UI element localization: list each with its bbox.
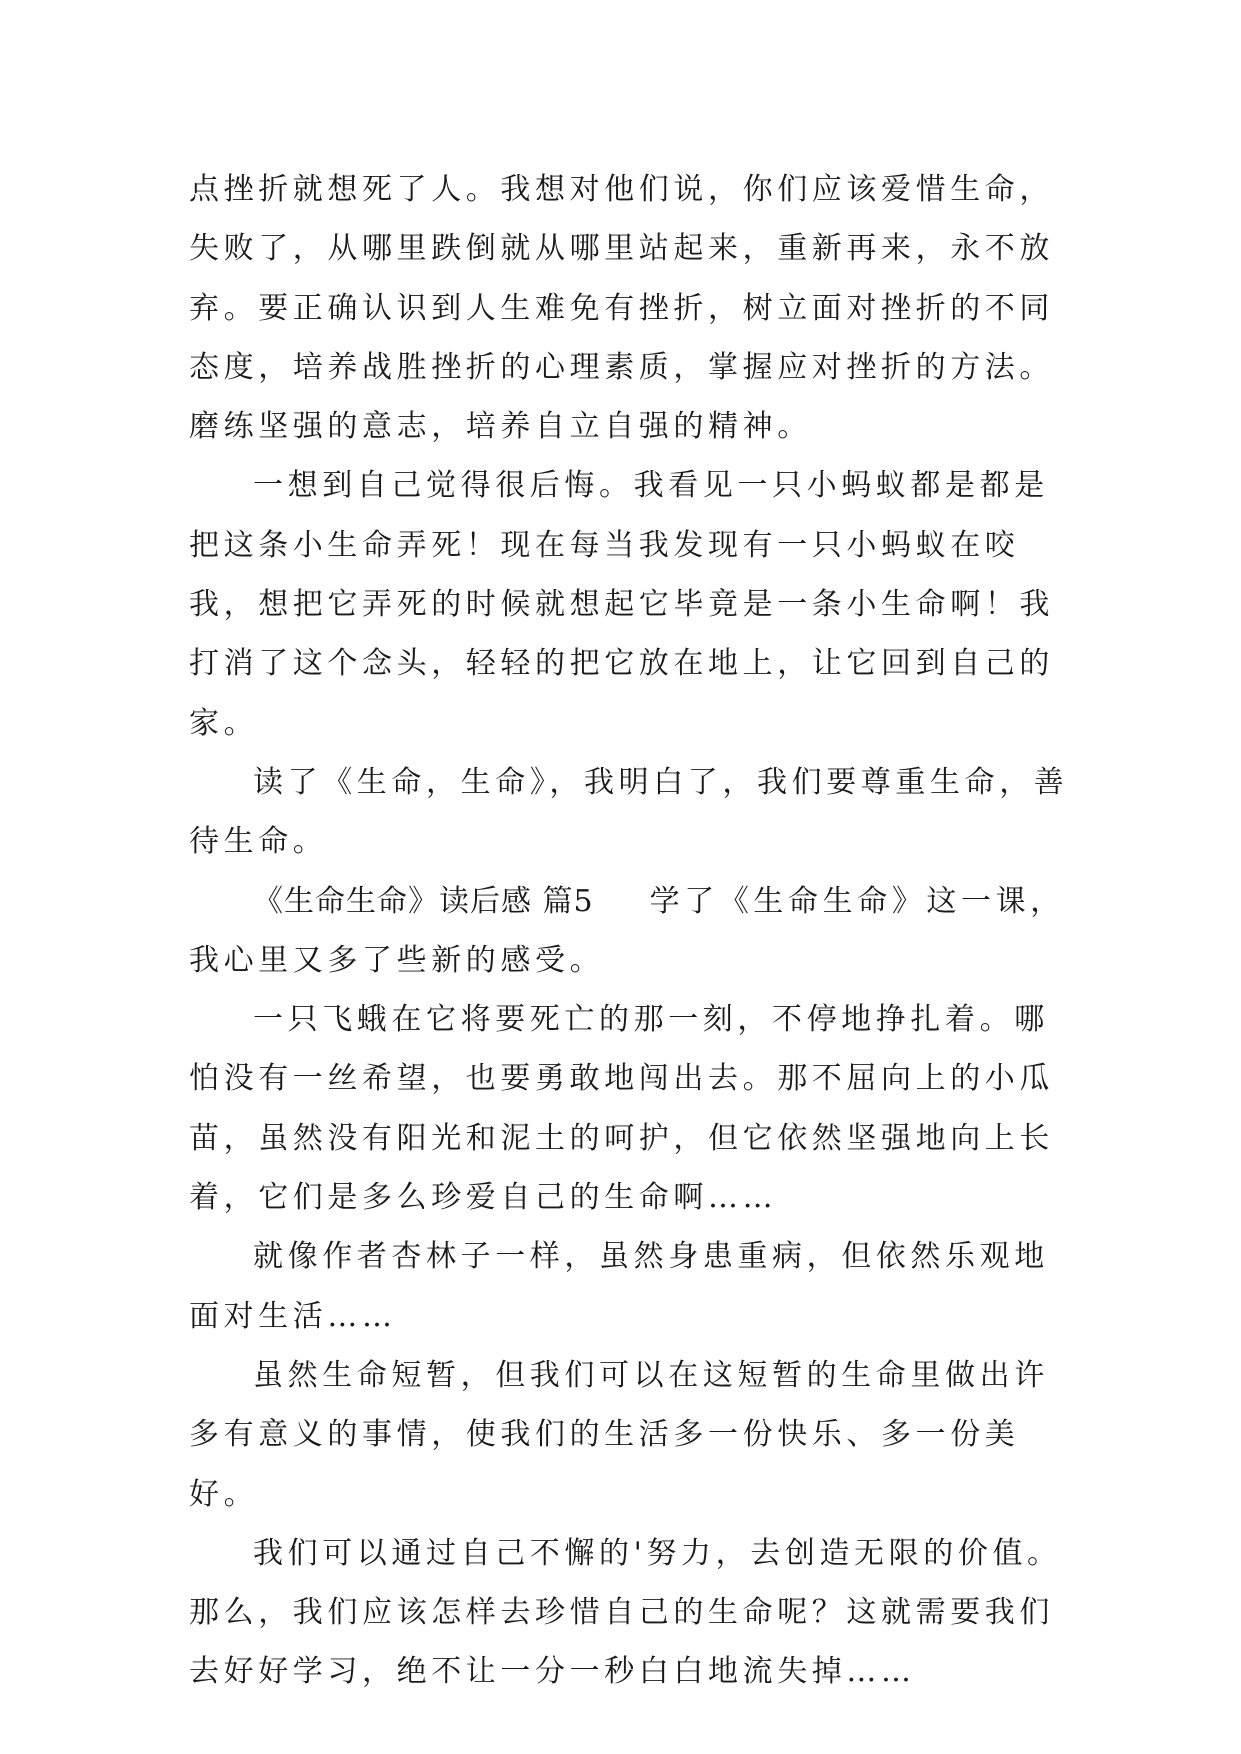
paragraph: 点挫折就想死了人。我想对他们说，你们应该爱惜生命，失败了，从哪里跌倒就从哪里站起来，重新再来，永不放弃。要正确认识到人生难免有挫折，树立面对挫折的不同态度，培养战胜挫折的心理素质，掌握应对挫折的方法。磨练坚强的意志，培养自立自强的精神。 — [189, 172, 1054, 445]
paragraph: 虽然生命短暂，但我们可以在这短暂的生命里做出许多有意义的事情，使我们的生活多一份快乐、多一份美好。 — [189, 1357, 1049, 1512]
paragraph: 读了《生命，生命》，我明白了，我们要尊重生命，善待生命。 — [189, 764, 1069, 860]
paragraph: 我们可以通过自己不懈的'努力，去创造无限的价值。那么，我们应该怎样去珍惜自己的生命呢？这就需要我们去好好学习，绝不让一分一秒白白地流失掉…… — [189, 1535, 1062, 1690]
paragraph: 就像作者杏林子一样，虽然身患重病，但依然乐观地面对生活…… — [189, 1239, 1049, 1334]
body-text — [189, 160, 1069, 1702]
paragraph-with-heading — [189, 872, 1069, 991]
paragraph: 一只飞蛾在它将要死亡的那一刻，不停地挣扎着。哪怕没有一丝希望，也要勇敢地闯出去。那不屈向上的小瓜苗，虽然没有阳光和泥土的呵护，但它依然坚强地向上长着，它们是多么珍爱自己的生命啊…… — [189, 1002, 1054, 1216]
paragraph: 一想到自己觉得很后悔。我看见一只小蚂蚁都是都是把这条小生命弄死！现在每当我发现有一只小蚂蚁在咬我，想把它弄死的时候就想起它毕竟是一条小生命啊！我打消了这个念头，轻轻的把它放在地上，让它回到自己的家。 — [189, 468, 1054, 741]
section-heading: 《生命生命》读后感 篇5 — [253, 883, 594, 919]
paragraph-text: 学了《生命生命》这一课，我心里又多了些新的感受。 — [189, 883, 1065, 978]
